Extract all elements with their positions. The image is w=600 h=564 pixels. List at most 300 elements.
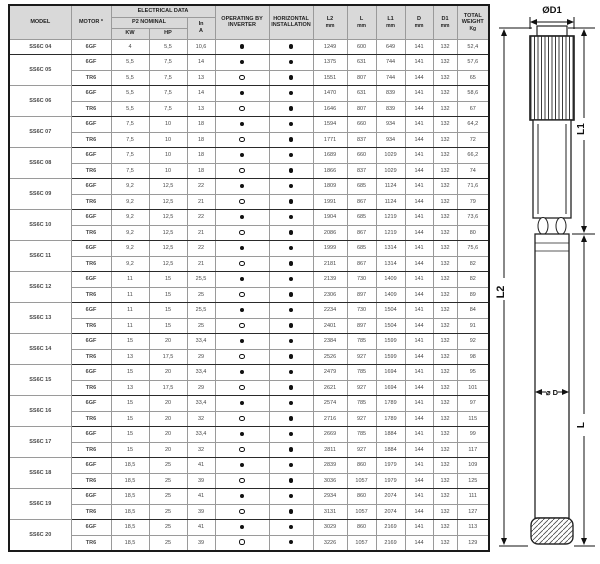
- cell-in_a: 18: [187, 163, 215, 179]
- cell-kw: 5,5: [111, 55, 149, 71]
- inverter-dot: [240, 246, 245, 251]
- cell-l: 860: [347, 520, 376, 536]
- cell-d1: 132: [433, 117, 457, 133]
- cell-l2: 1809: [313, 179, 347, 195]
- cell-kw: 18,5: [111, 520, 149, 536]
- cell-d1: 132: [433, 473, 457, 489]
- cell-l2: 1375: [313, 55, 347, 71]
- cell-weight: 52,4: [457, 39, 489, 55]
- motor-type: TR6: [71, 256, 111, 272]
- cell-inverter: [215, 349, 269, 365]
- label-l: L: [576, 421, 587, 429]
- cell-horizontal: [269, 458, 313, 474]
- cell-inverter: [215, 241, 269, 257]
- cell-inverter: [215, 520, 269, 536]
- cell-d1: 132: [433, 148, 457, 164]
- spec-row: [9, 365, 489, 381]
- cell-l: 867: [347, 225, 376, 241]
- cell-d: 141: [405, 272, 433, 288]
- cell-l2: 1470: [313, 86, 347, 102]
- cell-l1: 1314: [376, 241, 405, 257]
- cell-l2: 2181: [313, 256, 347, 272]
- cell-weight: 95: [457, 365, 489, 381]
- inverter-dot: [239, 354, 244, 359]
- horizontal-dot: [289, 370, 294, 375]
- motor-type: 6GF: [71, 396, 111, 412]
- cell-horizontal: [269, 70, 313, 86]
- horizontal-dot: [289, 75, 294, 80]
- cell-horizontal: [269, 39, 313, 55]
- model-name: SS6C 07: [9, 117, 71, 148]
- cell-l: 897: [347, 287, 376, 303]
- cell-in_a: 25: [187, 318, 215, 334]
- inverter-dot: [239, 137, 244, 142]
- cell-horizontal: [269, 380, 313, 396]
- spec-row: [9, 70, 489, 86]
- cell-inverter: [215, 489, 269, 505]
- in-label: In: [198, 21, 204, 28]
- cell-inverter: [215, 396, 269, 412]
- motor-type: 6GF: [71, 427, 111, 443]
- motor-type: TR6: [71, 504, 111, 520]
- cell-l1: 1219: [376, 210, 405, 226]
- spec-row: [9, 489, 489, 505]
- cell-l2: 2934: [313, 489, 347, 505]
- cell-l: 1057: [347, 504, 376, 520]
- model-name: SS6C 17: [9, 427, 71, 458]
- cell-l2: 2384: [313, 334, 347, 350]
- cell-kw: 11: [111, 318, 149, 334]
- cell-l: 785: [347, 334, 376, 350]
- spec-row: [9, 427, 489, 443]
- cell-d: 144: [405, 132, 433, 148]
- cell-kw: 15: [111, 411, 149, 427]
- cell-l2: 2621: [313, 380, 347, 396]
- cell-inverter: [215, 194, 269, 210]
- cell-l2: 2306: [313, 287, 347, 303]
- cell-l: 660: [347, 117, 376, 133]
- cell-horizontal: [269, 303, 313, 319]
- spec-row: [9, 334, 489, 350]
- cell-horizontal: [269, 318, 313, 334]
- cell-hp: 15: [149, 287, 187, 303]
- spec-row: [9, 473, 489, 489]
- cell-d: 141: [405, 148, 433, 164]
- cell-weight: 79: [457, 194, 489, 210]
- motor-type: 6GF: [71, 117, 111, 133]
- cell-d: 144: [405, 504, 433, 520]
- cell-in_a: 18: [187, 117, 215, 133]
- cell-inverter: [215, 473, 269, 489]
- cell-horizontal: [269, 132, 313, 148]
- spec-row: [9, 86, 489, 102]
- cell-inverter: [215, 148, 269, 164]
- cell-in_a: 33,4: [187, 334, 215, 350]
- cell-in_a: 18: [187, 148, 215, 164]
- cell-l: 927: [347, 442, 376, 458]
- col-header-kw: KW: [111, 28, 149, 39]
- cell-hp: 25: [149, 520, 187, 536]
- cell-l1: 934: [376, 117, 405, 133]
- cell-l1: 744: [376, 70, 405, 86]
- pump-top-flange: [537, 26, 567, 36]
- l1-unit: mm: [386, 22, 395, 29]
- cell-l2: 1551: [313, 70, 347, 86]
- cell-in_a: 39: [187, 473, 215, 489]
- cell-inverter: [215, 380, 269, 396]
- cell-l2: 1999: [313, 241, 347, 257]
- cell-horizontal: [269, 396, 313, 412]
- l1-label: L1: [387, 15, 394, 22]
- cell-hp: 25: [149, 458, 187, 474]
- cell-l2: 1904: [313, 210, 347, 226]
- cell-d1: 132: [433, 287, 457, 303]
- cell-in_a: 13: [187, 70, 215, 86]
- motor-type: TR6: [71, 535, 111, 551]
- cell-in_a: 41: [187, 458, 215, 474]
- inverter-dot: [240, 463, 245, 468]
- motor-type: 6GF: [71, 210, 111, 226]
- label-d: ⌀ D: [545, 388, 559, 397]
- cell-l2: 1249: [313, 39, 347, 55]
- cell-l2: 2574: [313, 396, 347, 412]
- cell-l2: 2669: [313, 427, 347, 443]
- cell-inverter: [215, 318, 269, 334]
- weight-label-1: TOTAL: [463, 12, 482, 19]
- cell-weight: 127: [457, 504, 489, 520]
- cell-kw: 18,5: [111, 473, 149, 489]
- cell-l2: 3029: [313, 520, 347, 536]
- cell-d: 141: [405, 39, 433, 55]
- cell-l1: 744: [376, 55, 405, 71]
- cell-hp: 15: [149, 303, 187, 319]
- cell-l: 685: [347, 241, 376, 257]
- cell-hp: 12,5: [149, 256, 187, 272]
- model-name: SS6C 19: [9, 489, 71, 520]
- cell-horizontal: [269, 225, 313, 241]
- cell-l1: 839: [376, 101, 405, 117]
- cell-kw: 4: [111, 39, 149, 55]
- cell-kw: 15: [111, 365, 149, 381]
- cell-l1: 1599: [376, 334, 405, 350]
- col-header-weight: [457, 5, 489, 39]
- spec-row: [9, 380, 489, 396]
- cell-weight: 72: [457, 132, 489, 148]
- cell-horizontal: [269, 55, 313, 71]
- cell-horizontal: [269, 256, 313, 272]
- pump-stage-sleeve: [530, 36, 574, 120]
- cell-kw: 7,5: [111, 117, 149, 133]
- cell-d: 141: [405, 117, 433, 133]
- cell-l1: 1124: [376, 179, 405, 195]
- inverter-dot: [240, 122, 245, 127]
- horizontal-dot: [289, 401, 294, 406]
- cell-inverter: [215, 163, 269, 179]
- model-name: SS6C 12: [9, 272, 71, 303]
- cell-in_a: 25,5: [187, 272, 215, 288]
- cell-l: 600: [347, 39, 376, 55]
- spec-row: [9, 396, 489, 412]
- cell-d: 141: [405, 86, 433, 102]
- cell-l: 927: [347, 349, 376, 365]
- inverter-dot: [240, 60, 245, 65]
- col-header-hp: HP: [149, 28, 187, 39]
- cell-inverter: [215, 179, 269, 195]
- cell-kw: 7,5: [111, 163, 149, 179]
- inverter-dot: [239, 168, 244, 173]
- d1-label: D1: [441, 15, 449, 22]
- cell-l1: 2169: [376, 535, 405, 551]
- cell-d1: 132: [433, 179, 457, 195]
- cell-l: 730: [347, 303, 376, 319]
- cell-weight: 75,6: [457, 241, 489, 257]
- cell-weight: 65: [457, 70, 489, 86]
- col-header-horizontal: HORIZONTAL INSTALLATION: [269, 5, 313, 39]
- model-name: SS6C 16: [9, 396, 71, 427]
- model-name: SS6C 14: [9, 334, 71, 365]
- cell-l1: 1219: [376, 225, 405, 241]
- cell-l1: 2074: [376, 489, 405, 505]
- cell-l1: 2074: [376, 504, 405, 520]
- col-header-d: [405, 5, 433, 39]
- cell-in_a: 21: [187, 225, 215, 241]
- cell-l: 660: [347, 148, 376, 164]
- motor-type: 6GF: [71, 334, 111, 350]
- model-name: SS6C 13: [9, 303, 71, 334]
- cell-kw: 5,5: [111, 101, 149, 117]
- cell-l: 631: [347, 86, 376, 102]
- cell-d1: 132: [433, 318, 457, 334]
- cell-l1: 1694: [376, 365, 405, 381]
- cell-l: 785: [347, 396, 376, 412]
- cell-kw: 7,5: [111, 148, 149, 164]
- cell-l2: 2234: [313, 303, 347, 319]
- cell-horizontal: [269, 179, 313, 195]
- cell-in_a: 14: [187, 55, 215, 71]
- cell-inverter: [215, 70, 269, 86]
- cell-d1: 132: [433, 380, 457, 396]
- cell-l: 860: [347, 489, 376, 505]
- cell-d: 144: [405, 318, 433, 334]
- motor-type: TR6: [71, 70, 111, 86]
- spec-row: [9, 458, 489, 474]
- spec-row: [9, 504, 489, 520]
- cell-kw: 9,2: [111, 241, 149, 257]
- cell-kw: 11: [111, 272, 149, 288]
- col-header-model: MODEL: [9, 5, 71, 39]
- pump-cable-guard: [533, 120, 571, 218]
- cell-l: 1057: [347, 535, 376, 551]
- cell-in_a: 33,4: [187, 365, 215, 381]
- cell-horizontal: [269, 163, 313, 179]
- cell-l2: 3226: [313, 535, 347, 551]
- cell-hp: 7,5: [149, 55, 187, 71]
- cell-weight: 66,2: [457, 148, 489, 164]
- cell-l: 927: [347, 411, 376, 427]
- cell-l1: 934: [376, 132, 405, 148]
- cell-inverter: [215, 86, 269, 102]
- cell-inverter: [215, 411, 269, 427]
- horizontal-dot: [289, 447, 294, 452]
- cell-kw: 18,5: [111, 489, 149, 505]
- cell-d1: 132: [433, 458, 457, 474]
- cell-in_a: 33,4: [187, 396, 215, 412]
- motor-type: 6GF: [71, 241, 111, 257]
- cell-d1: 132: [433, 241, 457, 257]
- cell-d: 144: [405, 349, 433, 365]
- motor-type: 6GF: [71, 55, 111, 71]
- cell-d: 144: [405, 380, 433, 396]
- cell-hp: 20: [149, 365, 187, 381]
- cell-l: 837: [347, 132, 376, 148]
- cell-kw: 18,5: [111, 458, 149, 474]
- cell-l2: 3036: [313, 473, 347, 489]
- cell-d: 144: [405, 442, 433, 458]
- cell-d1: 132: [433, 132, 457, 148]
- inverter-dot: [240, 153, 245, 158]
- motor-type: 6GF: [71, 303, 111, 319]
- cell-l1: 1979: [376, 458, 405, 474]
- spec-row: [9, 148, 489, 164]
- cell-weight: 111: [457, 489, 489, 505]
- cell-hp: 10: [149, 132, 187, 148]
- motor-type: TR6: [71, 349, 111, 365]
- cell-d: 141: [405, 520, 433, 536]
- spec-row: [9, 287, 489, 303]
- cell-kw: 5,5: [111, 70, 149, 86]
- coupling-left: [538, 218, 548, 235]
- cell-horizontal: [269, 117, 313, 133]
- horizontal-dot: [289, 323, 294, 328]
- motor-type: TR6: [71, 163, 111, 179]
- cell-d: 141: [405, 334, 433, 350]
- cell-d1: 132: [433, 520, 457, 536]
- motor-type: TR6: [71, 442, 111, 458]
- inverter-dot: [240, 215, 245, 220]
- coupling-right: [556, 218, 566, 235]
- horizontal-dot: [289, 432, 294, 437]
- horizontal-dot: [289, 199, 294, 204]
- spec-row: [9, 179, 489, 195]
- horizontal-dot: [289, 385, 294, 390]
- cell-weight: 84: [457, 303, 489, 319]
- inverter-dot: [240, 277, 245, 282]
- cell-weight: 67: [457, 101, 489, 117]
- cell-kw: 13: [111, 349, 149, 365]
- cell-inverter: [215, 458, 269, 474]
- cell-l1: 1884: [376, 427, 405, 443]
- cell-d1: 132: [433, 396, 457, 412]
- cell-d: 141: [405, 241, 433, 257]
- cell-in_a: 21: [187, 256, 215, 272]
- inverter-dot: [240, 494, 245, 499]
- col-header-motor: MOTOR *: [71, 5, 111, 39]
- cell-horizontal: [269, 427, 313, 443]
- cell-l: 860: [347, 458, 376, 474]
- cell-d1: 132: [433, 504, 457, 520]
- cell-weight: 109: [457, 458, 489, 474]
- cell-l1: 1409: [376, 287, 405, 303]
- horizontal-dot: [289, 416, 294, 421]
- cell-horizontal: [269, 489, 313, 505]
- cell-in_a: 13: [187, 101, 215, 117]
- table-header: [9, 5, 489, 39]
- cell-d: 144: [405, 163, 433, 179]
- cell-d: 141: [405, 365, 433, 381]
- cell-l1: 1504: [376, 303, 405, 319]
- cell-weight: 80: [457, 225, 489, 241]
- model-name: SS6C 08: [9, 148, 71, 179]
- cell-hp: 12,5: [149, 179, 187, 195]
- motor-body: [535, 234, 569, 518]
- cell-d: 144: [405, 225, 433, 241]
- motor-type: 6GF: [71, 458, 111, 474]
- cell-inverter: [215, 287, 269, 303]
- pump-spec-table: [8, 4, 490, 552]
- cell-kw: 5,5: [111, 86, 149, 102]
- inverter-dot: [239, 75, 244, 80]
- cell-hp: 12,5: [149, 225, 187, 241]
- cell-hp: 25: [149, 504, 187, 520]
- cell-in_a: 41: [187, 520, 215, 536]
- inverter-dot: [239, 478, 244, 483]
- cell-in_a: 39: [187, 535, 215, 551]
- cell-kw: 18,5: [111, 535, 149, 551]
- cell-in_a: 25,5: [187, 303, 215, 319]
- motor-type: TR6: [71, 473, 111, 489]
- motor-type: 6GF: [71, 179, 111, 195]
- cell-hp: 15: [149, 318, 187, 334]
- cell-l: 897: [347, 318, 376, 334]
- inverter-dot: [239, 292, 244, 297]
- cell-inverter: [215, 427, 269, 443]
- spec-row: [9, 194, 489, 210]
- cell-weight: 91: [457, 318, 489, 334]
- cell-l1: 1124: [376, 194, 405, 210]
- cell-l2: 2086: [313, 225, 347, 241]
- horizontal-dot: [289, 463, 294, 468]
- motor-type: TR6: [71, 225, 111, 241]
- cell-l: 730: [347, 272, 376, 288]
- horizontal-dot: [289, 106, 294, 111]
- cell-l1: 1314: [376, 256, 405, 272]
- cell-kw: 11: [111, 287, 149, 303]
- inverter-dot: [239, 199, 244, 204]
- cell-l1: 1599: [376, 349, 405, 365]
- cell-hp: 7,5: [149, 70, 187, 86]
- cell-l1: 1789: [376, 411, 405, 427]
- l2-unit: mm: [325, 22, 335, 29]
- cell-hp: 12,5: [149, 194, 187, 210]
- cell-kw: 9,2: [111, 256, 149, 272]
- cell-d: 144: [405, 411, 433, 427]
- cell-weight: 74: [457, 163, 489, 179]
- cell-weight: 125: [457, 473, 489, 489]
- cell-in_a: 25: [187, 287, 215, 303]
- cell-l: 1057: [347, 473, 376, 489]
- cell-l: 867: [347, 256, 376, 272]
- cell-horizontal: [269, 365, 313, 381]
- col-header-l1: [376, 5, 405, 39]
- cell-l1: 1029: [376, 148, 405, 164]
- cell-inverter: [215, 442, 269, 458]
- cell-l2: 1771: [313, 132, 347, 148]
- model-name: SS6C 06: [9, 86, 71, 117]
- cell-hp: 7,5: [149, 101, 187, 117]
- spec-row: [9, 349, 489, 365]
- motor-type: 6GF: [71, 489, 111, 505]
- model-name: SS6C 11: [9, 241, 71, 272]
